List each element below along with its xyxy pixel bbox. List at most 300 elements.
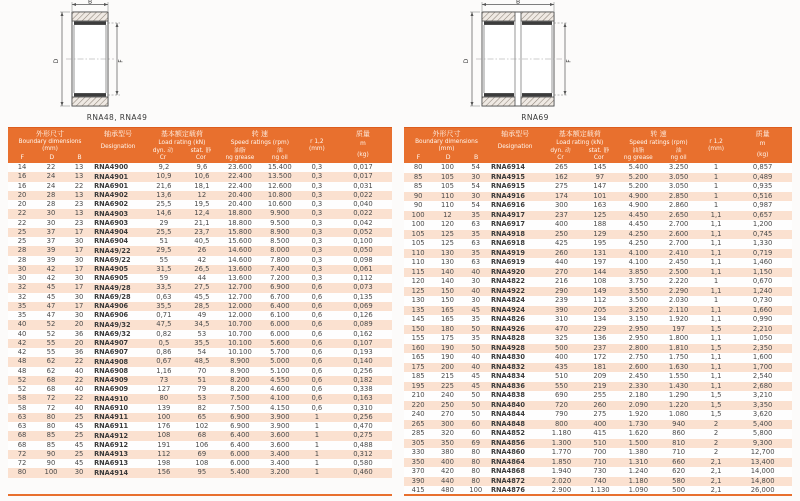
value-cell: 58 xyxy=(17,403,27,412)
value-cell: 8.200 xyxy=(230,385,250,394)
table-row xyxy=(404,249,792,259)
value-cell: 2.850 xyxy=(668,191,689,200)
value-cell: 62 xyxy=(46,357,56,366)
value-cell: 30 xyxy=(46,218,56,227)
value-cell: 155 xyxy=(411,334,425,343)
value-cell: 0,6 xyxy=(311,366,323,375)
table-row xyxy=(8,182,392,191)
value-cell: 270 xyxy=(440,410,454,419)
value-cell: 7.800 xyxy=(270,255,290,264)
value-cell: 32 xyxy=(17,283,27,292)
value-cell: 0,6 xyxy=(311,292,323,301)
value-cell: 0,730 xyxy=(752,296,773,305)
value-cell: 1.080 xyxy=(668,410,689,419)
value-cell: 68 xyxy=(17,440,27,449)
col-oil-cn: 油 xyxy=(675,148,682,154)
table-row xyxy=(8,339,392,348)
value-cell: 2.800 xyxy=(628,343,649,352)
value-cell: 6.400 xyxy=(270,301,290,310)
value-cell: 1,700 xyxy=(752,362,773,371)
value-cell: 13 xyxy=(74,190,84,199)
value-cell: 1,1 xyxy=(710,239,722,248)
table-row xyxy=(404,296,792,306)
designation-cell: RNA4919 xyxy=(490,248,525,257)
value-cell: 0,82 xyxy=(156,329,172,338)
value-cell: 1,330 xyxy=(752,239,773,248)
value-cell: 0,6 xyxy=(311,357,323,366)
dim-f-label: F xyxy=(117,59,125,63)
value-cell: 0,470 xyxy=(353,422,373,431)
value-cell: 5.200 xyxy=(628,182,649,191)
value-cell: 144 xyxy=(593,267,607,276)
value-cell: 80 xyxy=(17,468,27,477)
value-cell: 239 xyxy=(554,296,568,305)
table-row xyxy=(404,258,792,268)
value-cell: 50 xyxy=(471,391,481,400)
designation-cell: RNA4915 xyxy=(490,172,525,181)
value-cell: 1.550 xyxy=(668,372,689,381)
value-cell: 54 xyxy=(471,182,481,191)
value-cell: 8.200 xyxy=(230,375,250,384)
right-table-body xyxy=(404,163,792,496)
bearing-section-diagram-rna69 xyxy=(450,0,620,112)
header-mass: 质量 m (kg) xyxy=(755,130,770,158)
value-cell: 69 xyxy=(471,438,481,447)
value-cell: 1,5 xyxy=(710,324,722,333)
value-cell: 4.150 xyxy=(270,403,290,412)
value-cell: 35,5 xyxy=(194,338,210,347)
value-cell: 1.920 xyxy=(628,410,649,419)
value-cell: 2.600 xyxy=(668,229,689,238)
value-cell: 48 xyxy=(17,366,27,375)
value-cell: 8.900 xyxy=(230,357,250,366)
value-cell: 3.900 xyxy=(270,422,290,431)
value-cell: 0,987 xyxy=(752,201,773,210)
value-cell: 80 xyxy=(46,412,56,421)
value-cell: 2,1 xyxy=(710,486,722,495)
value-cell: 1,150 xyxy=(752,267,773,276)
table-row xyxy=(8,311,392,320)
value-cell: 2.110 xyxy=(668,305,689,314)
designation-cell: RNA6914 xyxy=(490,163,525,172)
value-cell: 400 xyxy=(593,419,607,428)
header-r-dimension: r 1,2 (mm) xyxy=(308,139,325,152)
designation-cell: RNA69/22 xyxy=(94,255,131,264)
value-cell: 131 xyxy=(593,248,607,257)
value-cell: 800 xyxy=(554,419,568,428)
value-cell: 37 xyxy=(46,237,56,246)
col-cr: Cr xyxy=(159,155,167,161)
value-cell: 6.000 xyxy=(230,459,250,468)
value-cell: 2.180 xyxy=(628,391,649,400)
value-cell: 250 xyxy=(440,400,454,409)
designation-cell: RNA6911 xyxy=(94,422,129,431)
value-cell: 180 xyxy=(440,324,454,333)
value-cell: 35 xyxy=(471,315,481,324)
value-cell: 15.800 xyxy=(227,227,252,236)
value-cell: 6.000 xyxy=(230,449,250,458)
table-row xyxy=(8,357,392,366)
value-cell: 0,488 xyxy=(353,440,373,449)
value-cell: 50 xyxy=(471,400,481,409)
value-cell: 85 xyxy=(46,440,56,449)
value-cell: 105 xyxy=(411,239,425,248)
value-cell: 112 xyxy=(157,449,171,458)
value-cell: 68 xyxy=(197,431,207,440)
dim-d-label: D xyxy=(53,58,60,64)
value-cell: 220 xyxy=(411,400,425,409)
designation-cell: RNA4928 xyxy=(490,343,525,352)
value-cell: 415 xyxy=(411,486,425,495)
value-cell: 216 xyxy=(554,277,568,286)
value-cell: 500 xyxy=(554,343,568,352)
value-cell: 2.290 xyxy=(668,286,689,295)
value-cell: 2.450 xyxy=(668,258,689,267)
value-cell: 210 xyxy=(411,391,425,400)
value-cell: 40,5 xyxy=(194,237,210,246)
value-cell: 7.500 xyxy=(230,394,250,403)
table-row xyxy=(404,401,792,411)
value-cell: 0,089 xyxy=(353,320,373,329)
col-f: F xyxy=(20,153,25,161)
value-cell: 35 xyxy=(17,301,27,310)
value-cell: 0,719 xyxy=(752,248,773,257)
designation-cell: RNA4903 xyxy=(94,209,129,218)
value-cell: 22 xyxy=(17,218,27,227)
table-row xyxy=(404,239,792,249)
value-cell: 2.020 xyxy=(551,476,572,485)
table-row xyxy=(404,277,792,287)
header-speed-ratings: 转 速 Speed ratings (rpm) 油脂 ng grease 油 ng oil xyxy=(220,128,300,163)
header-load-rating: 基本额定载荷 Load rating (kN) dyn. 动 Cr stat. 静 Cor xyxy=(144,128,220,163)
value-cell: 14 xyxy=(17,163,27,172)
value-cell: 0,017 xyxy=(353,163,373,172)
value-cell: 810 xyxy=(672,438,686,447)
value-cell: 480 xyxy=(440,486,454,495)
value-cell: 9.900 xyxy=(270,209,290,218)
value-cell: 30 xyxy=(74,237,84,246)
value-cell: 52 xyxy=(46,329,56,338)
value-cell: 0,256 xyxy=(353,412,373,421)
designation-cell: RNA4918 xyxy=(490,229,525,238)
right-bearing-table xyxy=(404,127,792,496)
value-cell: 12.000 xyxy=(227,311,252,320)
value-cell: 134 xyxy=(593,315,607,324)
value-cell: 185 xyxy=(411,372,425,381)
value-cell: 300 xyxy=(440,419,454,428)
value-cell: 0,3 xyxy=(311,227,323,236)
value-cell: 108 xyxy=(593,277,607,286)
designation-cell: RNA49/22 xyxy=(94,246,131,255)
value-cell: 1,16 xyxy=(156,366,172,375)
value-cell: 0,022 xyxy=(353,209,373,218)
value-cell: 6.400 xyxy=(230,440,250,449)
value-cell: 440 xyxy=(440,476,454,485)
designation-cell: RNA6918 xyxy=(490,239,525,248)
value-cell: 305 xyxy=(411,438,425,447)
col-grease-cn: 油脂 xyxy=(234,148,246,154)
value-cell: 1,1 xyxy=(710,258,722,267)
value-cell: 3.550 xyxy=(628,286,649,295)
value-cell: 17 xyxy=(74,301,84,310)
value-cell: 65 xyxy=(197,412,207,421)
value-cell: 120 xyxy=(440,220,454,229)
value-cell: 1.620 xyxy=(628,429,649,438)
value-cell: 620 xyxy=(672,467,686,476)
value-cell: 29 xyxy=(159,218,169,227)
value-cell: 2.600 xyxy=(628,362,649,371)
designation-cell: RNA6913 xyxy=(94,459,129,468)
value-cell: 25 xyxy=(74,431,84,440)
value-cell: 63 xyxy=(17,412,27,421)
value-cell: 12,700 xyxy=(750,448,775,457)
bearing-section-diagram-rna48-49 xyxy=(46,0,186,112)
value-cell: 0,112 xyxy=(353,274,373,283)
col-grease-cn: 油脂 xyxy=(632,148,645,154)
value-cell: 1,1 xyxy=(710,315,722,324)
left-bearing-table xyxy=(8,127,392,496)
value-cell: 4.450 xyxy=(628,210,649,219)
header-load-rating: 基本额定载荷 Load rating (kN) dyn. 动 Cr stat. 静 Cor xyxy=(541,128,618,163)
designation-cell: RNA49/28 xyxy=(94,283,131,292)
value-cell: 4.600 xyxy=(270,385,290,394)
value-cell: 100 xyxy=(157,412,171,421)
value-cell: 35,5 xyxy=(156,301,172,310)
designation-cell: RNA4922 xyxy=(490,286,525,295)
value-cell: 101 xyxy=(593,191,607,200)
value-cell: 35 xyxy=(471,248,481,257)
value-cell: 12.000 xyxy=(227,301,252,310)
value-cell: 31,5 xyxy=(156,264,172,273)
designation-cell: RNA4902 xyxy=(94,191,129,200)
value-cell: 23,7 xyxy=(194,227,210,236)
table-row xyxy=(404,230,792,240)
designation-cell: RNA4916 xyxy=(490,191,525,200)
value-cell: 390 xyxy=(554,305,568,314)
value-cell: 400 xyxy=(554,353,568,362)
table-row xyxy=(8,237,392,246)
col-oil: ng oil xyxy=(670,155,687,161)
value-cell: 13,6 xyxy=(156,190,172,199)
designation-cell: RNA4924 xyxy=(490,305,525,314)
value-cell: 52 xyxy=(17,385,27,394)
value-cell: 7.500 xyxy=(230,403,250,412)
value-cell: 42 xyxy=(46,264,56,273)
value-cell: 145 xyxy=(411,315,425,324)
value-cell: 190 xyxy=(440,353,454,362)
table-row xyxy=(404,287,792,297)
value-cell: 40 xyxy=(471,353,481,362)
value-cell: 13 xyxy=(74,209,84,218)
table-row xyxy=(8,283,392,292)
value-cell: 90 xyxy=(46,449,56,458)
value-cell: 2.950 xyxy=(628,334,649,343)
designation-cell: RNA6917 xyxy=(490,220,525,229)
value-cell: 45 xyxy=(46,292,56,301)
value-cell: 12.700 xyxy=(227,283,252,292)
value-cell: 139 xyxy=(157,403,171,412)
value-cell: 17 xyxy=(74,246,84,255)
table-row xyxy=(404,382,792,392)
header-designation: 轴承型号 Designation xyxy=(100,130,136,150)
value-cell: 0,073 xyxy=(353,283,373,292)
value-cell: 1,1 xyxy=(710,372,722,381)
value-cell: 205 xyxy=(593,305,607,314)
value-cell: 6.400 xyxy=(230,431,250,440)
value-cell: 3.600 xyxy=(270,431,290,440)
value-cell: 130 xyxy=(440,248,454,257)
value-cell: 0,3 xyxy=(311,200,323,209)
value-cell: 250 xyxy=(554,229,568,238)
value-cell: 690 xyxy=(554,391,568,400)
value-cell: 25 xyxy=(74,412,84,421)
value-cell: 127 xyxy=(157,385,171,394)
value-cell: 1 xyxy=(314,422,320,431)
designation-cell: RNA4906 xyxy=(94,302,129,311)
value-cell: 10.700 xyxy=(227,320,252,329)
value-cell: 30 xyxy=(74,468,84,477)
value-cell: 15.600 xyxy=(227,237,252,246)
value-cell: 45 xyxy=(46,283,56,292)
value-cell: 12 xyxy=(197,190,207,199)
value-cell: 3.750 xyxy=(628,277,649,286)
value-cell: 325 xyxy=(554,334,568,343)
table-row xyxy=(8,459,392,468)
value-cell: 240 xyxy=(411,410,425,419)
value-cell: 1,050 xyxy=(752,334,773,343)
value-cell: 0,193 xyxy=(353,348,373,357)
value-cell: 0,516 xyxy=(752,191,773,200)
value-cell: 237 xyxy=(593,343,607,352)
value-cell: 130 xyxy=(411,296,425,305)
value-cell: 0,6 xyxy=(311,311,323,320)
value-cell: 0,031 xyxy=(353,181,373,190)
table-row xyxy=(8,246,392,255)
value-cell: 42 xyxy=(17,338,27,347)
value-cell: 10.600 xyxy=(267,200,292,209)
value-cell: 165 xyxy=(440,305,454,314)
value-cell: 145 xyxy=(593,163,607,172)
value-cell: 172 xyxy=(593,353,607,362)
table-row xyxy=(8,172,392,181)
value-cell: 149 xyxy=(593,286,607,295)
value-cell: 0,310 xyxy=(353,403,373,412)
value-cell: 50 xyxy=(471,410,481,419)
designation-cell: RNA49/32 xyxy=(94,320,131,329)
value-cell: 63 xyxy=(471,220,481,229)
value-cell: 100 xyxy=(411,210,425,219)
designation-cell: RNA6903 xyxy=(94,218,129,227)
value-cell: 165 xyxy=(440,315,454,324)
value-cell: 16 xyxy=(17,181,27,190)
value-cell: 2,540 xyxy=(752,372,773,381)
value-cell: 10,9 xyxy=(156,172,172,181)
value-cell: 1 xyxy=(713,163,719,172)
value-cell: 5,400 xyxy=(752,419,773,428)
value-cell: 320 xyxy=(440,429,454,438)
designation-cell: RNA4912 xyxy=(94,431,129,440)
value-cell: 85 xyxy=(413,182,423,191)
value-cell: 14.600 xyxy=(227,246,252,255)
dim-f-label: F xyxy=(565,59,573,63)
value-cell: 21,1 xyxy=(194,218,210,227)
designation-cell: RNA4864 xyxy=(490,457,525,466)
value-cell: 45 xyxy=(74,422,84,431)
value-cell: 45 xyxy=(471,305,481,314)
value-cell: 6.900 xyxy=(230,422,250,431)
value-cell: 30 xyxy=(471,296,481,305)
value-cell: 0,3 xyxy=(311,163,323,172)
designation-cell: RNA69/32 xyxy=(94,329,131,338)
value-cell: 3.900 xyxy=(270,412,290,421)
table-row xyxy=(404,211,792,221)
value-cell: 47 xyxy=(46,301,56,310)
designation-cell: RNA4920 xyxy=(490,267,525,276)
value-cell: 40 xyxy=(74,385,84,394)
value-cell: 110 xyxy=(440,191,454,200)
value-cell: 22 xyxy=(46,163,56,172)
value-cell: 0,6 xyxy=(311,283,323,292)
value-cell: 22 xyxy=(74,357,84,366)
value-cell: 1 xyxy=(713,201,719,210)
table-row xyxy=(404,477,792,487)
value-cell: 300 xyxy=(554,201,568,210)
value-cell: 23.600 xyxy=(227,163,252,172)
value-cell: 0,061 xyxy=(353,264,373,273)
value-cell: 9.500 xyxy=(270,218,290,227)
value-cell: 1.180 xyxy=(551,429,572,438)
table-row xyxy=(8,468,392,477)
value-cell: 9,300 xyxy=(752,438,773,447)
designation-cell: RNA6907 xyxy=(94,348,129,357)
value-cell: 80 xyxy=(413,163,423,172)
value-cell: 0,5 xyxy=(158,338,170,347)
value-cell: 40 xyxy=(471,362,481,371)
value-cell: 42 xyxy=(197,255,207,264)
value-cell: 150 xyxy=(411,324,425,333)
value-cell: 510 xyxy=(554,372,568,381)
value-cell: 130 xyxy=(440,258,454,267)
value-cell: 174 xyxy=(554,191,568,200)
value-cell: 3,210 xyxy=(752,391,773,400)
designation-cell: RNA6919 xyxy=(490,258,525,267)
designation-cell: RNA4913 xyxy=(94,450,129,459)
value-cell: 13,400 xyxy=(750,457,775,466)
designation-cell: RNA6905 xyxy=(94,274,129,283)
value-cell: 0,6 xyxy=(311,403,323,412)
value-cell: 2.450 xyxy=(628,372,649,381)
value-cell: 0,6 xyxy=(311,385,323,394)
table-row xyxy=(404,334,792,344)
value-cell: 415 xyxy=(593,429,607,438)
table-row xyxy=(8,431,392,440)
value-cell: 14,800 xyxy=(750,476,775,485)
value-cell: 740 xyxy=(593,476,607,485)
value-cell: 5.600 xyxy=(270,338,290,347)
value-cell: 2 xyxy=(713,448,719,457)
value-cell: 270 xyxy=(554,267,568,276)
value-cell: 100 xyxy=(411,220,425,229)
table-row xyxy=(8,200,392,209)
value-cell: 30 xyxy=(74,311,84,320)
table-row xyxy=(8,293,392,302)
value-cell: 55 xyxy=(46,348,56,357)
designation-cell: RNA4926 xyxy=(490,324,525,333)
value-cell: 190 xyxy=(440,343,454,352)
value-cell: 100 xyxy=(440,163,454,172)
value-cell: 255 xyxy=(593,391,607,400)
value-cell: 1,5 xyxy=(710,400,722,409)
